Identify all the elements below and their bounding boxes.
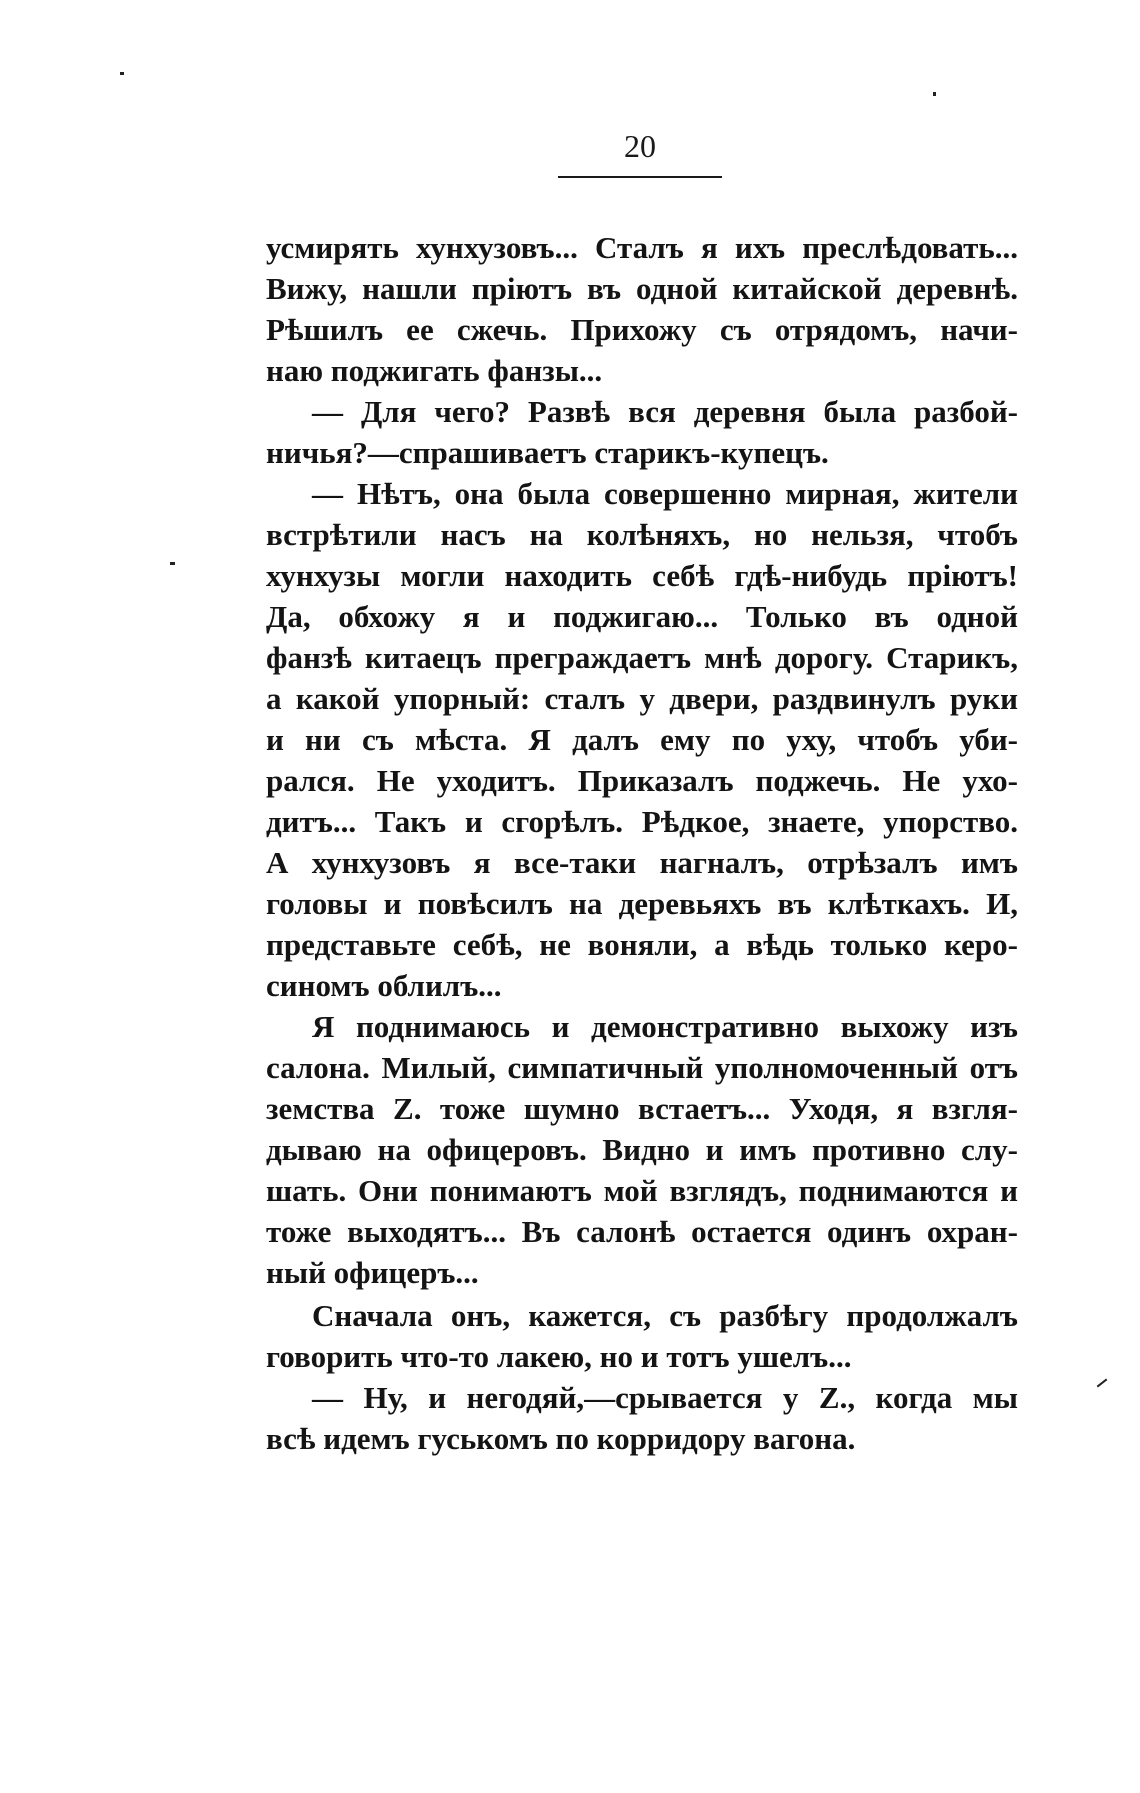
text-line: фанзѣ китаецъ преграждаетъ мнѣ дорогу. Старикъ, (266, 640, 1018, 675)
text-line: а какой упорный: сталъ у двери, раздвинулъ руки (266, 681, 1018, 716)
text-line: синомъ облилъ... (266, 968, 502, 1003)
text-line: Я поднимаюсь и демонстративно выхожу изъ (312, 1009, 1018, 1044)
text-line: — Ну, и негодяй,—срывается у Z., когда мы (312, 1380, 1018, 1415)
text-line: — Для чего? Развѣ вся деревня была разбой- (312, 394, 1018, 429)
text-line: рался. Не уходитъ. Приказалъ поджечь. Не ухо- (266, 763, 1018, 798)
text-line: представьте себѣ, не воняли, а вѣдь только керо- (266, 927, 1018, 962)
scan-speck (120, 72, 124, 75)
text-line: наю поджигать фанзы... (266, 353, 603, 388)
scan-speck (933, 92, 936, 96)
text-line: Вижу, нашли пріютъ въ одной китайской деревнѣ. (266, 271, 1018, 306)
text-line: говорить что-то лакею, но и тотъ ушелъ... (266, 1339, 852, 1374)
text-line: салона. Милый, симпатичный уполномоченный отъ (266, 1050, 1018, 1085)
text-line: дитъ... Такъ и сгорѣлъ. Рѣдкое, знаете, упорство. (266, 804, 1018, 839)
text-line: Да, обхожу я и поджигаю... Только въ одной (266, 599, 1018, 634)
scan-speck (170, 562, 175, 565)
text-line: земства Z. тоже шумно встаетъ... Уходя, я взгля- (266, 1091, 1018, 1126)
text-line: Рѣшилъ ее сжечь. Прихожу съ отрядомъ, начи- (266, 312, 1018, 347)
text-line: ный офицеръ... (266, 1255, 479, 1290)
text-line: встрѣтили насъ на колѣняхъ, но нельзя, чтобъ (266, 517, 1018, 552)
text-line: дываю на офицеровъ. Видно и имъ противно слу- (266, 1132, 1018, 1167)
scan-speck (1097, 1379, 1108, 1388)
text-line: шать. Они понимаютъ мой взглядъ, поднимаются и (266, 1173, 1018, 1208)
text-line: ничья?—спрашиваетъ старикъ-купецъ. (266, 435, 829, 470)
text-line: и ни съ мѣста. Я далъ ему по уху, чтобъ уби- (266, 722, 1018, 757)
text-line: А хунхузовъ я все-таки нагналъ, отрѣзалъ имъ (266, 845, 1018, 880)
page-number: 20 (624, 128, 656, 164)
text-line: Сначала онъ, кажется, съ разбѣгу продолжалъ (312, 1298, 1018, 1333)
text-line: тоже выходятъ... Въ салонѣ остается одинъ охран- (266, 1214, 1018, 1249)
text-line: головы и повѣсилъ на деревьяхъ въ клѣткахъ. И, (266, 886, 1018, 921)
header-rule (558, 176, 722, 178)
text-line: хунхузы могли находить себѣ гдѣ-нибудь пріютъ! (266, 558, 1018, 593)
text-line: усмирять хунхузовъ... Сталъ я ихъ преслѣдовать... (266, 230, 1018, 265)
text-line: всѣ идемъ гуськомъ по корридору вагона. (266, 1421, 856, 1456)
text-line: — Нѣтъ, она была совершенно мирная, жители (312, 476, 1018, 511)
